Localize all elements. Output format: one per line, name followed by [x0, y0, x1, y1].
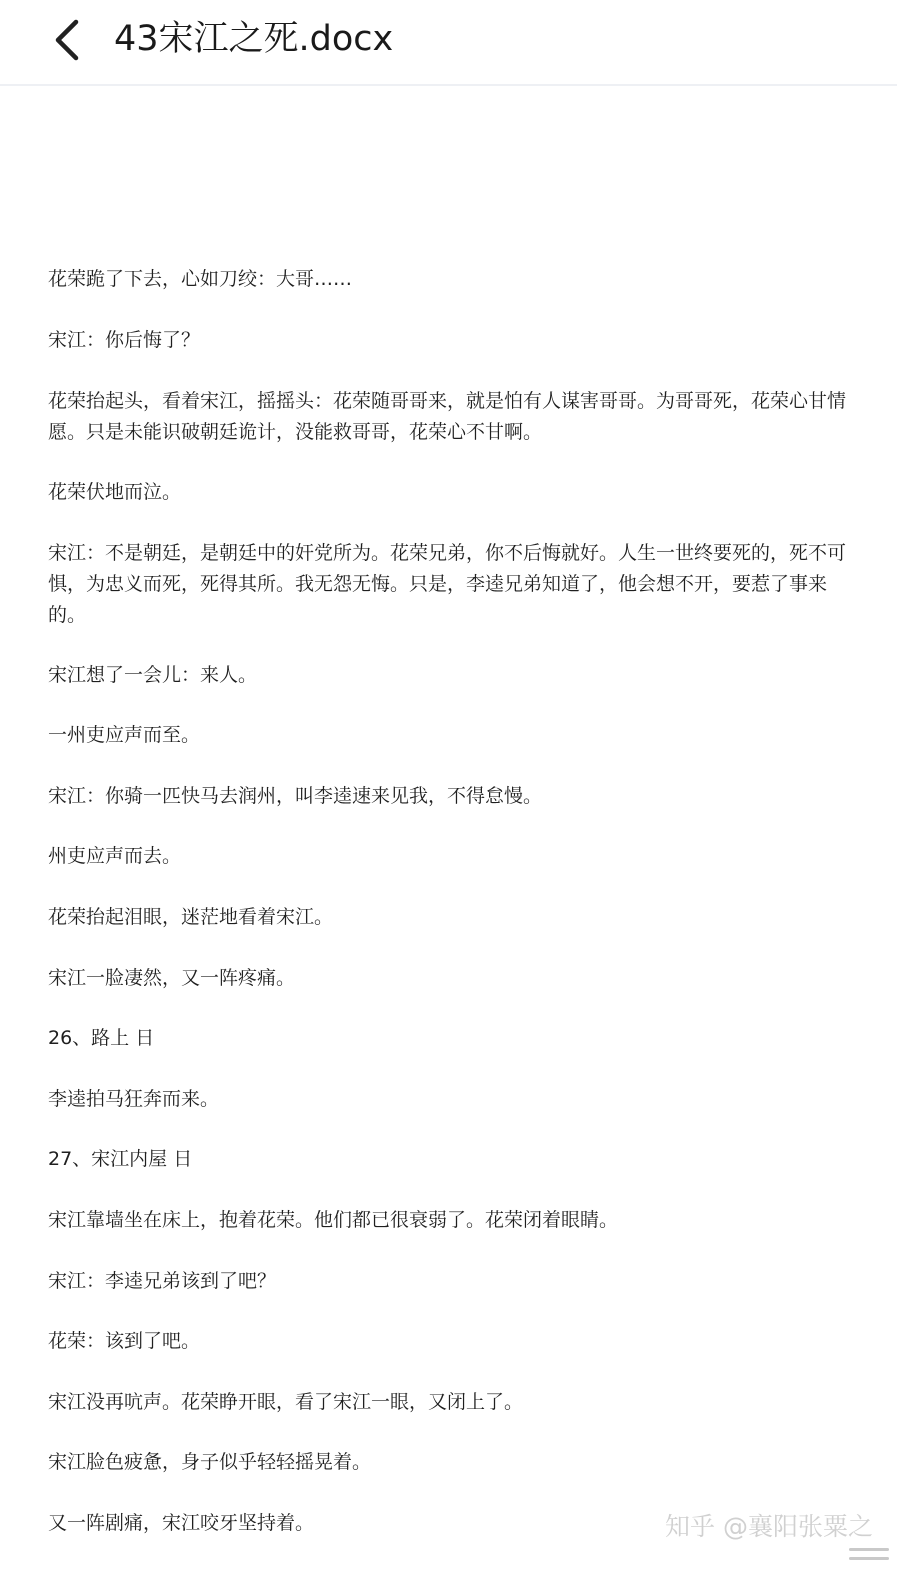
chevron-left-icon	[44, 14, 92, 66]
paragraph: 宋江：你后悔了？	[48, 329, 201, 351]
paragraph: 花荣伏地而泣。	[48, 481, 182, 503]
top-bar	[0, 0, 897, 86]
paragraph: 宋江想了一会儿：来人。	[48, 664, 258, 686]
paragraph: 一州吏应声而至。	[48, 724, 201, 746]
paragraph: 宋江脸色疲惫，身子似乎轻轻摇晃着。	[48, 1451, 372, 1473]
paragraph: 又一阵剧痛，宋江咬牙坚持着。	[48, 1512, 315, 1534]
paragraph: 宋江：你骑一匹快马去润州，叫李逵速来见我，不得怠慢。	[48, 785, 543, 807]
paragraph: 州吏应声而去。	[48, 845, 182, 867]
paragraph: 宋江一脸凄然，又一阵疼痛。	[48, 967, 296, 989]
watermark: 知乎 @襄阳张粟之	[665, 1512, 873, 1541]
document-title: 43宋江之死.docx	[114, 19, 394, 59]
paragraph: 李逵拍马狂奔而来。	[48, 1088, 220, 1110]
scene-heading: 26、路上 日	[48, 1027, 155, 1049]
scene-heading: 27、宋江内屋 日	[48, 1148, 193, 1170]
menu-icon[interactable]	[849, 1548, 889, 1570]
paragraph: 宋江：李逵兄弟该到了吧？	[48, 1270, 277, 1292]
back-button[interactable]	[44, 14, 92, 66]
paragraph: 宋江：不是朝廷，是朝廷中的奸党所为。花荣兄弟，你不后悔就好。人生一世终要死的，死不可惧，为忠义而死，死得其所。我无怨无悔。只是，李逵兄弟知道了，他会想不开，要惹了事来的。	[48, 542, 847, 626]
paragraph: 宋江没再吭声。花荣睁开眼，看了宋江一眼，又闭上了。	[48, 1391, 524, 1413]
paragraph: 花荣抬起泪眼，迷茫地看着宋江。	[48, 906, 334, 928]
document-content[interactable]	[0, 86, 897, 1576]
paragraph: 花荣跪了下去，心如刀绞：大哥……	[48, 268, 353, 290]
paragraph: 花荣：该到了吧。	[48, 1330, 201, 1352]
paragraph: 宋江靠墙坐在床上，抱着花荣。他们都已很衰弱了。花荣闭着眼睛。	[48, 1209, 619, 1231]
paragraph: 花荣抬起头，看着宋江，摇摇头：花荣随哥哥来，就是怕有人谋害哥哥。为哥哥死，花荣心甘情愿。只是未能识破朝廷诡计，没能救哥哥，花荣心不甘啊。	[48, 390, 847, 443]
